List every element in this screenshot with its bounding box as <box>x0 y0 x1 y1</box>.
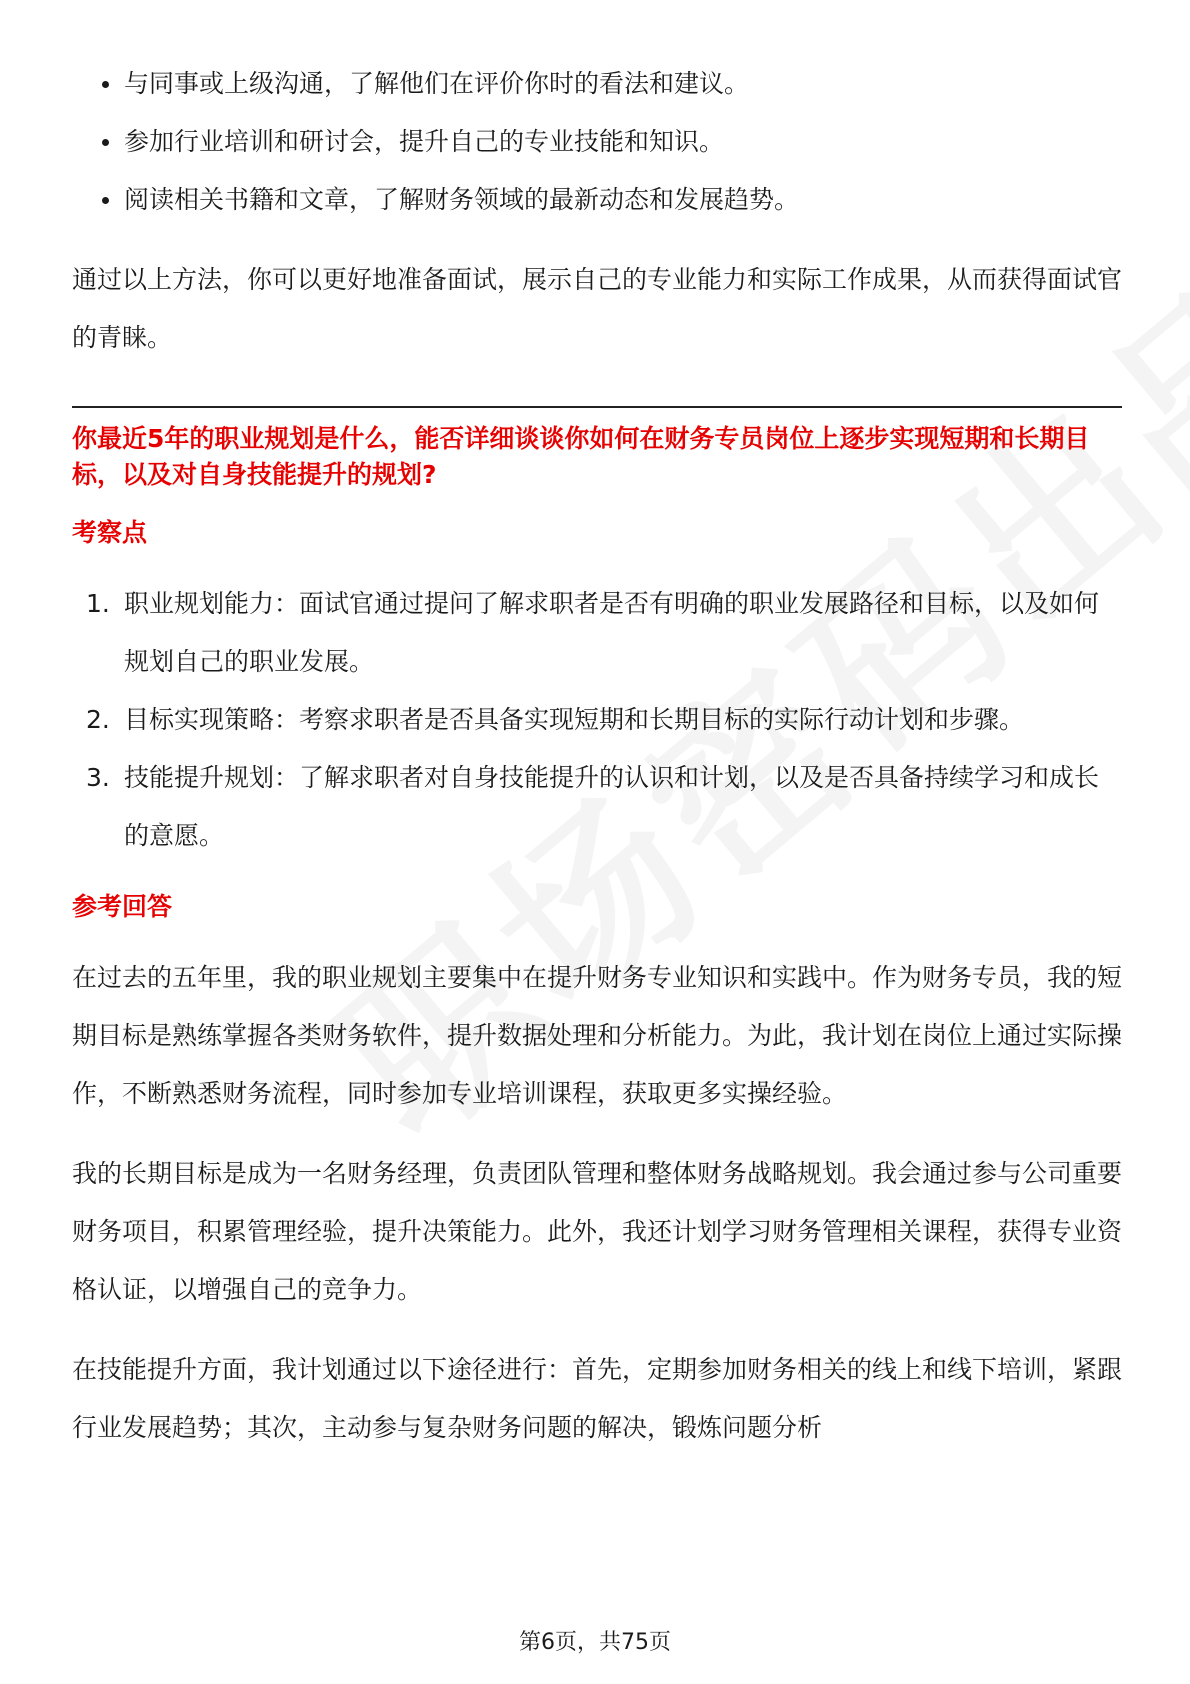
answer-paragraph-3: 在技能提升方面，我计划通过以下途径进行：首先，定期参加财务相关的线上和线下培训，紧跟行业发展趋势；其次，主动参与复杂财务问题的解决，锻炼问题分析 <box>72 1355 1123 1442</box>
item-number: 2. <box>86 705 110 734</box>
list-item <box>72 691 1122 749</box>
bullet-text: 与同事或上级沟通，了解他们在评价你时的看法和建议。 <box>124 69 750 98</box>
answer-paragraph-1: 在过去的五年里，我的职业规划主要集中在提升财务专业知识和实践中。作为财务专员，我的短期目标是熟练掌握各类财务软件，提升数据处理和分析能力。为此，我计划在岗位上通过实际操作，不断熟悉财务流程，同时参加专业培训课程，获取更多实操经验。 <box>72 963 1123 1108</box>
list-item <box>72 575 1122 691</box>
list-item <box>72 55 1122 113</box>
focus-points-title: 考察点 <box>72 518 148 547</box>
bullet-dot-icon <box>102 139 109 146</box>
bullet-text: 参加行业培训和研讨会，提升自己的专业技能和知识。 <box>124 127 725 156</box>
bullet-dot-icon <box>102 81 109 88</box>
bullet-dot-icon <box>102 197 109 204</box>
item-text: 技能提升规划：了解求职者对自身技能提升的认识和计划，以及是否具备持续学习和成长的意愿。 <box>124 763 1100 850</box>
summary-paragraph: 通过以上方法，你可以更好地准备面试，展示自己的专业能力和实际工作成果，从而获得面试官的青睐。 <box>72 265 1123 352</box>
item-number: 3. <box>86 763 110 792</box>
bullet-list <box>72 55 1122 229</box>
item-text: 目标实现策略：考察求职者是否具备实现短期和长期目标的实际行动计划和步骤。 <box>124 705 1025 734</box>
list-item <box>72 171 1122 229</box>
section-divider <box>72 406 1122 408</box>
page-content <box>72 55 1122 1457</box>
focus-points-list <box>72 575 1122 865</box>
item-number: 1. <box>86 589 110 618</box>
answer-title: 参考回答 <box>72 892 173 921</box>
item-text: 职业规划能力：面试官通过提问了解求职者是否有明确的职业发展路径和目标，以及如何规划自己的职业发展。 <box>124 589 1100 676</box>
question-heading: 你最近5年的职业规划是什么，能否详细谈谈你如何在财务专员岗位上逐步实现短期和长期目标，以及对自身技能提升的规划? <box>72 424 1090 489</box>
answer-paragraph-2: 我的长期目标是成为一名财务经理，负责团队管理和整体财务战略规划。我会通过参与公司重要财务项目，积累管理经验，提升决策能力。此外，我还计划学习财务管理相关课程，获得专业资格认证，以增强自己的竞争力。 <box>72 1159 1123 1304</box>
bullet-text: 阅读相关书籍和文章，了解财务领域的最新动态和发展趋势。 <box>124 185 800 214</box>
list-item <box>72 749 1122 865</box>
page-number-footer: 第6页，共75页 <box>519 1630 671 1655</box>
list-item <box>72 113 1122 171</box>
